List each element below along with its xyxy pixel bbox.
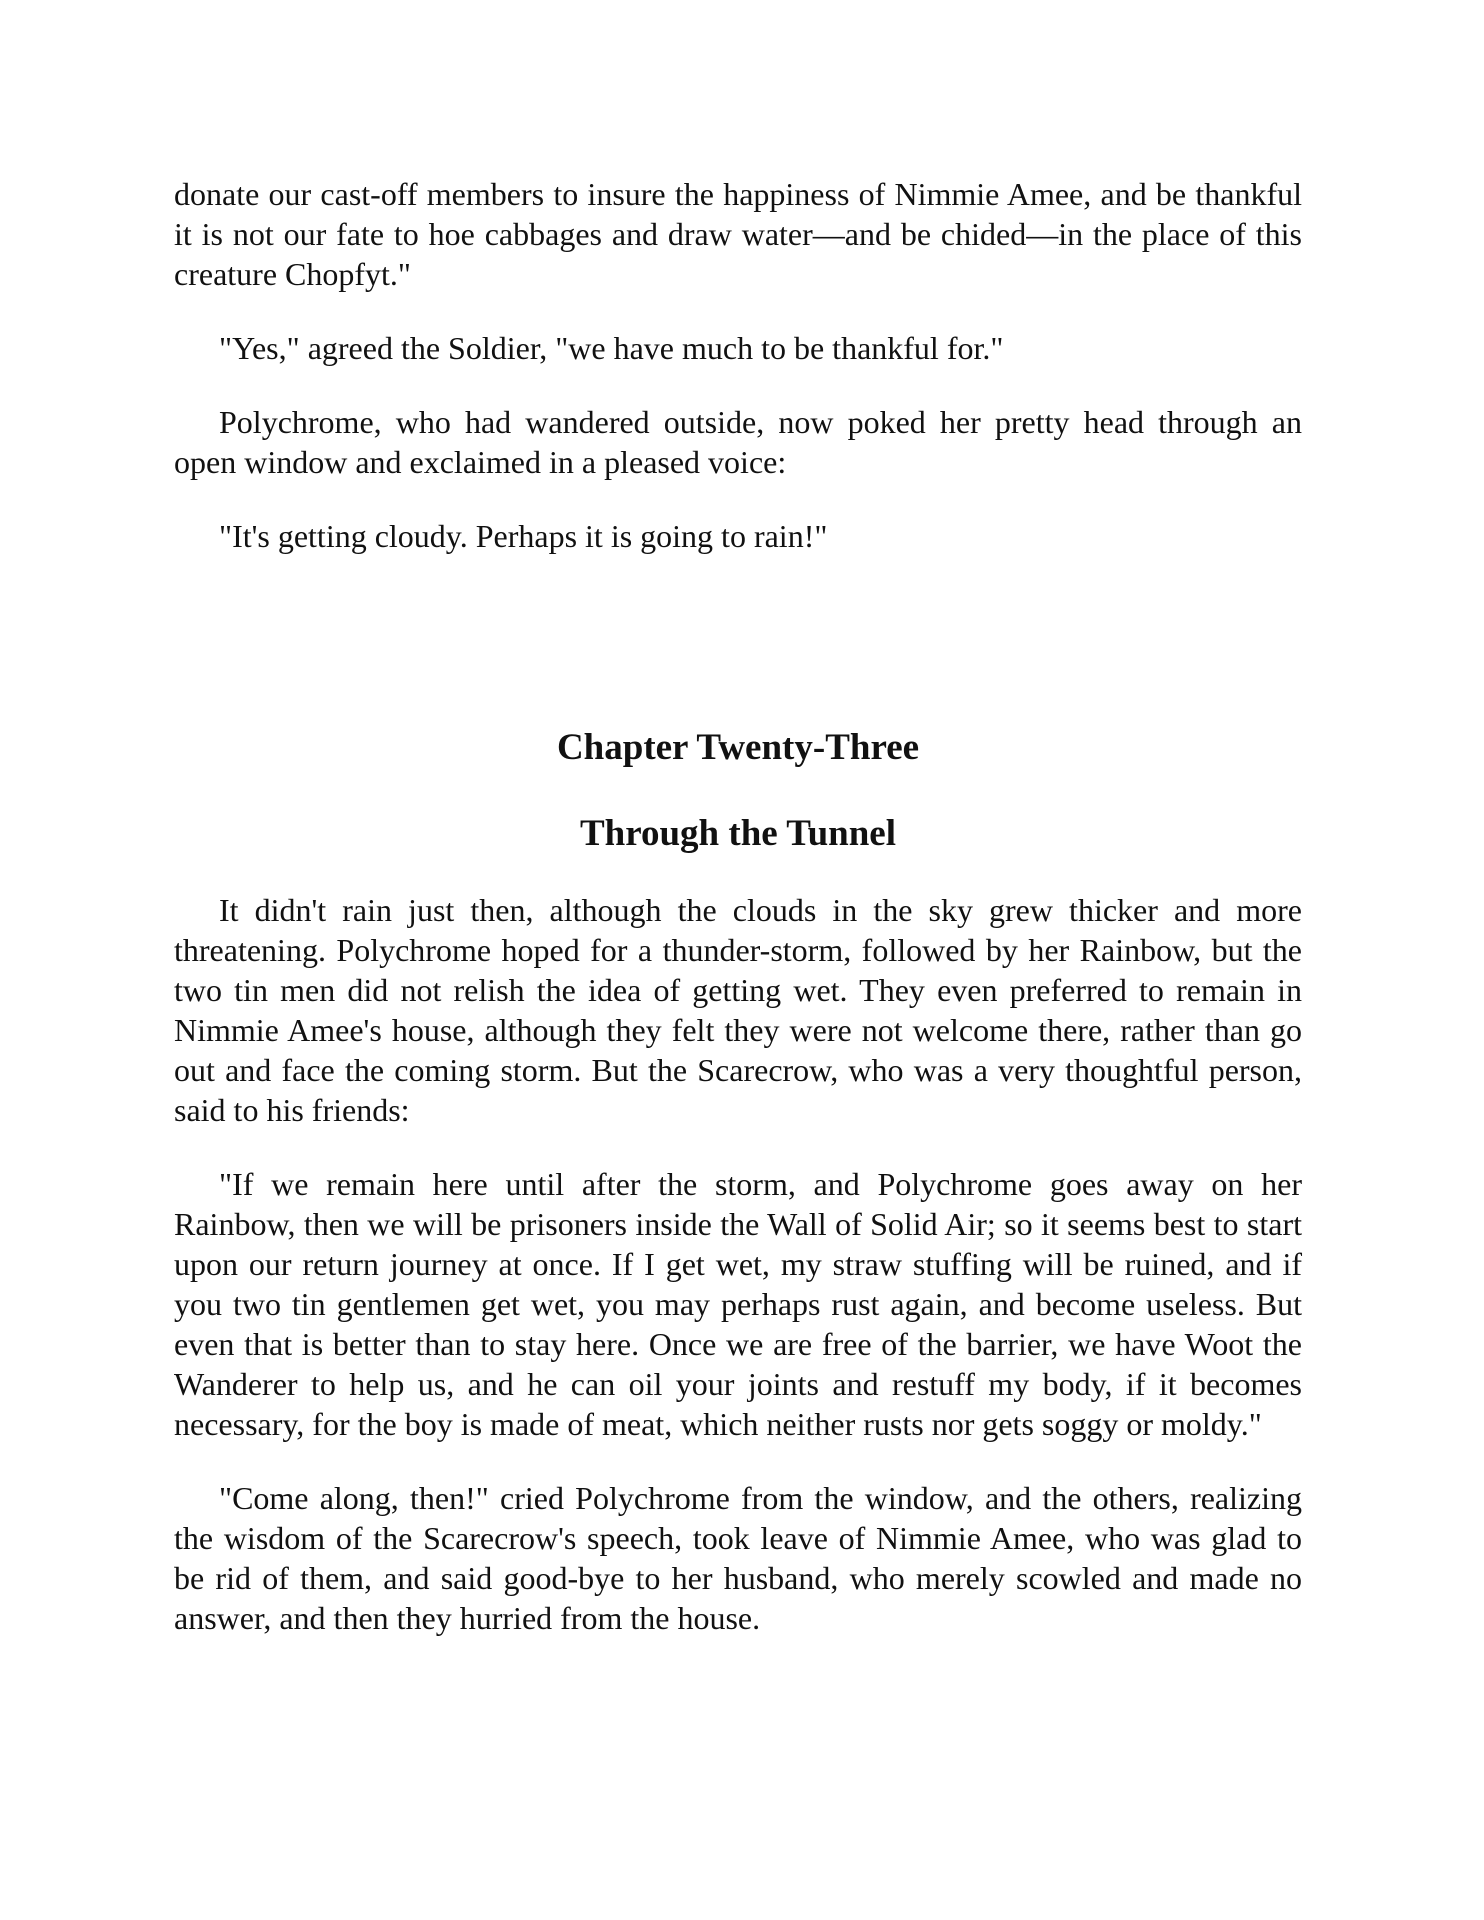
chapter-heading [174,726,1302,856]
paragraph-soldier-reply: "Yes," agreed the Soldier, "we have much to be thankful for." [219,330,1004,366]
paragraph-scarecrow-speech: "If we remain here until after the storm, and Polychrome goes away on her Rainbow, then we will be prisoners inside the Wall of Solid Air; so it seems best to start upon our return journey at once. If I get wet, my straw stuffing will be ruined, and if you two tin gentlemen get wet, you may perhaps rust again, and become useless. But even that is better than to stay here. Once we are free of the barrier, we have Woot the Wanderer to help us, and he can oil your joints and restuff my body, if it becomes necessary, for the boy is made of meat, which neither rusts nor gets soggy or moldy." [174,1166,1302,1442]
paragraph-cloudy: "It's getting cloudy. Perhaps it is going to rain!" [219,518,828,554]
chapter-number: Chapter Twenty-Three [556,727,920,768]
paragraph-polychrome-window: Polychrome, who had wandered outside, now poked her pretty head through an open window and exclaimed in a pleased voice: [174,404,1302,480]
paragraph-come-along: "Come along, then!" cried Polychrome from the window, and the others, realizing the wisdom of the Scarecrow's speech, took leave of Nimmie Amee, who was glad to be rid of them, and said good-bye to her husband, who merely scowled and made no answer, and then they hurried from the house. [174,1480,1302,1636]
chapter-title: Through the Tunnel [579,813,897,854]
paragraph-no-rain: It didn't rain just then, although the clouds in the sky grew thicker and more threatening. Polychrome hoped for a thunder-storm, followed by her Rainbow, but the two tin men did not relish the idea of getting wet. They even preferred to remain in Nimmie Amee's house, although they felt they were not welcome there, rather than go out and face the coming storm. But the Scarecrow, who was a very thoughtful person, said to his friends: [174,892,1302,1128]
paragraph-continuation: donate our cast-off members to insure the happiness of Nimmie Amee, and be thankful it is not our fate to hoe cabbages and draw water—and be chided—in the place of this creature Chopfyt." [174,176,1302,292]
book-page [174,174,1302,1672]
